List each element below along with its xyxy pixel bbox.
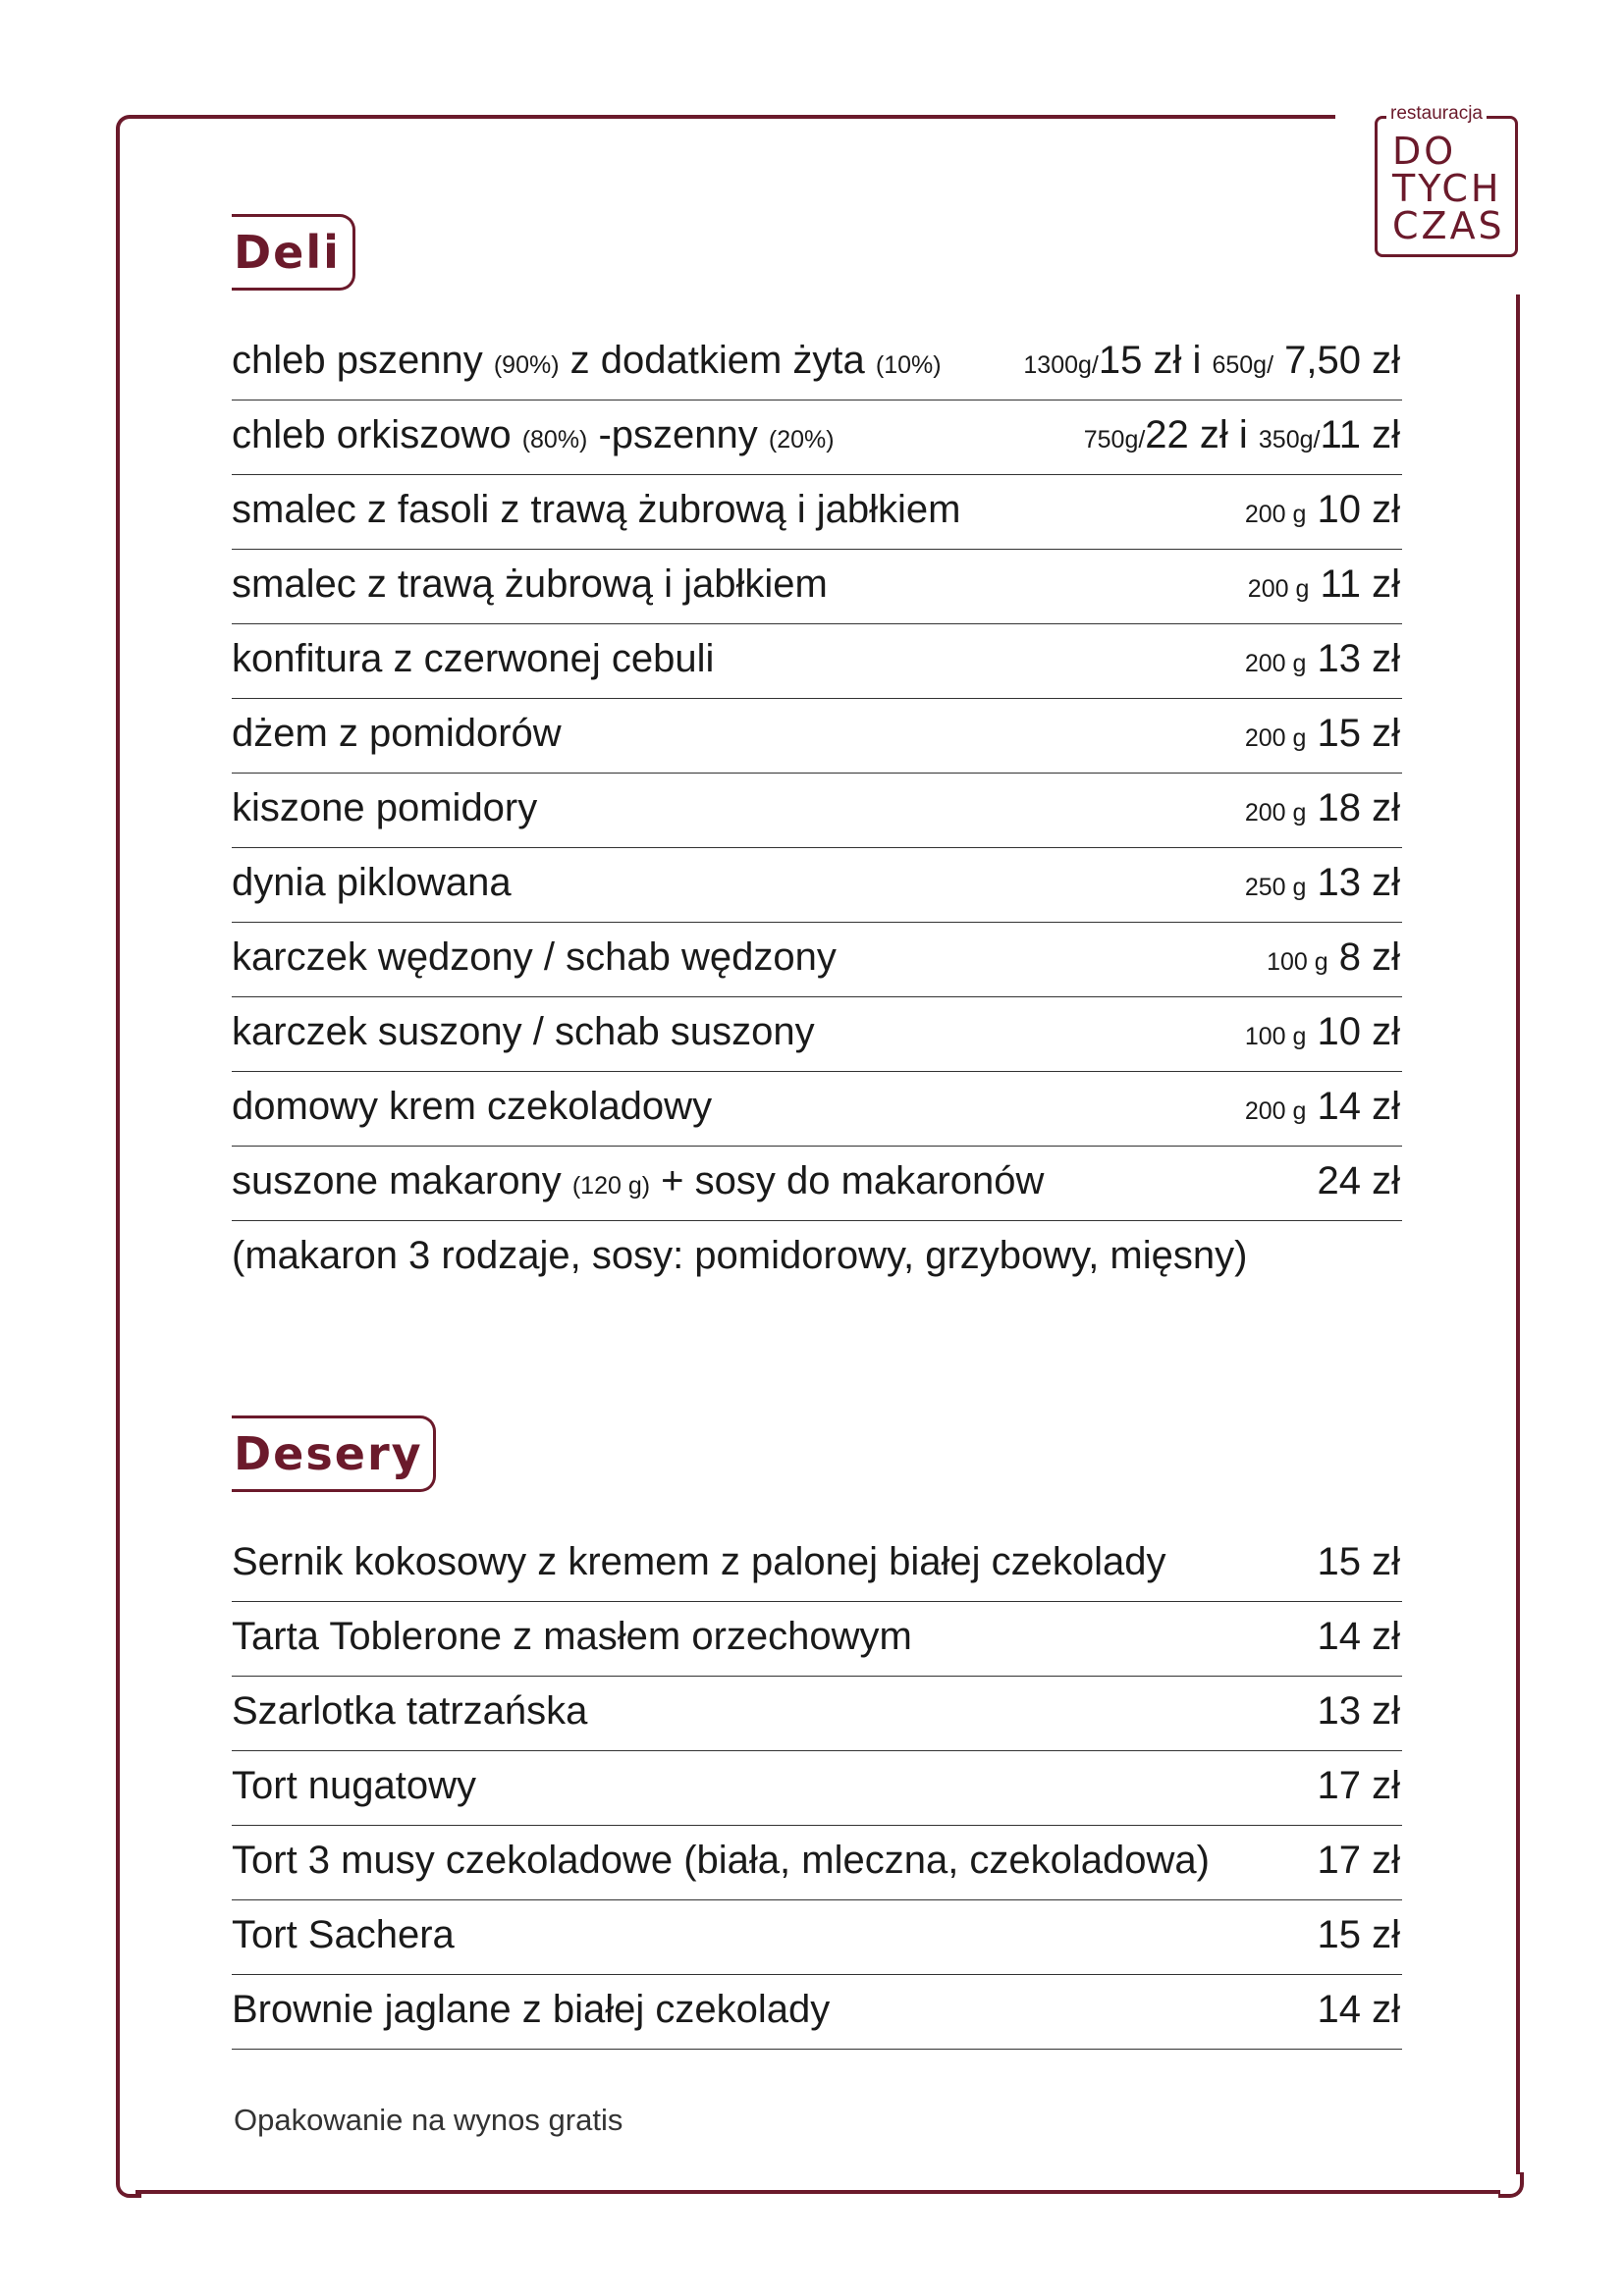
logo-tagline: restauracja <box>1386 102 1487 126</box>
item-price: 13 zł <box>1317 1689 1400 1733</box>
frame-corner <box>116 2172 141 2198</box>
item-name: kiszone pomidory <box>232 786 538 829</box>
item-name: karczek wędzony / schab wędzony <box>232 935 837 979</box>
deli-heading: Deli <box>234 226 341 279</box>
logo-line-2: TYCH <box>1392 167 1502 210</box>
list-item <box>232 774 1402 848</box>
frame-corner <box>1498 2172 1524 2198</box>
item-name: konfitura z czerwonej cebuli <box>232 637 715 680</box>
list-item <box>232 1826 1402 1900</box>
item-name: Tort 3 musy czekoladowe (biała, mleczna, czekoladowa) <box>232 1839 1210 1882</box>
list-item <box>232 624 1402 699</box>
item-name: Szarlotka tatrzańska <box>232 1689 588 1733</box>
item-price: 200 g 11 zł <box>1247 562 1400 606</box>
item-price: 750g/22 zł i 350g/11 zł <box>1083 413 1400 456</box>
list-item <box>232 997 1402 1072</box>
item-price: 17 zł <box>1317 1764 1400 1807</box>
item-price: 200 g 14 zł <box>1244 1085 1400 1128</box>
item-price: 200 g 13 zł <box>1244 637 1400 680</box>
item-name: Tarta Toblerone z masłem orzechowym <box>232 1615 912 1658</box>
list-item <box>232 699 1402 774</box>
item-price: 15 zł <box>1317 1913 1400 1956</box>
list-item <box>232 326 1402 400</box>
list-item <box>232 475 1402 550</box>
list-item <box>232 1900 1402 1975</box>
item-name: dynia piklowana <box>232 861 512 904</box>
item-name: chleb pszenny (90%) z dodatkiem żyta (10%) <box>232 339 942 382</box>
item-name: Tort nugatowy <box>232 1764 477 1807</box>
item-price: 24 zł <box>1317 1159 1400 1202</box>
list-item <box>232 1751 1402 1826</box>
item-name: Tort Sachera <box>232 1913 455 1956</box>
frame-bottom <box>135 2190 1500 2194</box>
item-price: 250 g 13 zł <box>1244 861 1400 904</box>
item-price: 14 zł <box>1317 1615 1400 1658</box>
list-item <box>232 1527 1402 1602</box>
item-price: 15 zł <box>1317 1540 1400 1583</box>
frame-left <box>116 134 120 2174</box>
item-price: 100 g 8 zł <box>1267 935 1400 979</box>
item-name: Sernik kokosowy z kremem z palonej białej czekolady <box>232 1540 1166 1583</box>
list-item <box>232 1677 1402 1751</box>
item-name: smalec z trawą żubrową i jabłkiem <box>232 562 828 606</box>
list-item <box>232 400 1402 475</box>
list-item <box>232 1072 1402 1147</box>
list-item <box>232 923 1402 997</box>
item-name: karczek suszony / schab suszony <box>232 1010 815 1053</box>
item-name: Brownie jaglane z białej czekolady <box>232 1988 831 2031</box>
item-price: 1300g/15 zł i 650g/ 7,50 zł <box>1023 339 1400 382</box>
item-price: 17 zł <box>1317 1839 1400 1882</box>
logo-line-1: DO <box>1392 130 1457 173</box>
item-price: 14 zł <box>1317 1988 1400 2031</box>
list-item <box>232 550 1402 624</box>
deli-note: (makaron 3 rodzaje, sosy: pomidorowy, grzybowy, mięsny) <box>232 1234 1248 1277</box>
frame-right <box>1516 294 1520 2174</box>
list-item <box>232 1147 1402 1221</box>
item-price: 200 g 10 zł <box>1244 488 1400 531</box>
frame-corner <box>116 115 141 140</box>
item-price: 200 g 15 zł <box>1244 712 1400 755</box>
item-name: chleb orkiszowo (80%) -pszenny (20%) <box>232 413 835 456</box>
frame-top <box>135 115 1335 119</box>
item-price: 100 g 10 zł <box>1244 1010 1400 1053</box>
item-name: suszone makarony (120 g) + sosy do makaronów <box>232 1159 1045 1202</box>
logo-line-3: CZAS <box>1392 204 1505 247</box>
list-item <box>232 1602 1402 1677</box>
desery-heading: Desery <box>234 1427 423 1480</box>
item-name: domowy krem czekoladowy <box>232 1085 713 1128</box>
item-name: smalec z fasoli z trawą żubrową i jabłkiem <box>232 488 961 531</box>
item-name: dżem z pomidorów <box>232 712 562 755</box>
item-price: 200 g 18 zł <box>1244 786 1400 829</box>
list-item <box>232 1975 1402 2050</box>
takeaway-note: Opakowanie na wynos gratis <box>234 2103 623 2137</box>
list-item <box>232 848 1402 923</box>
